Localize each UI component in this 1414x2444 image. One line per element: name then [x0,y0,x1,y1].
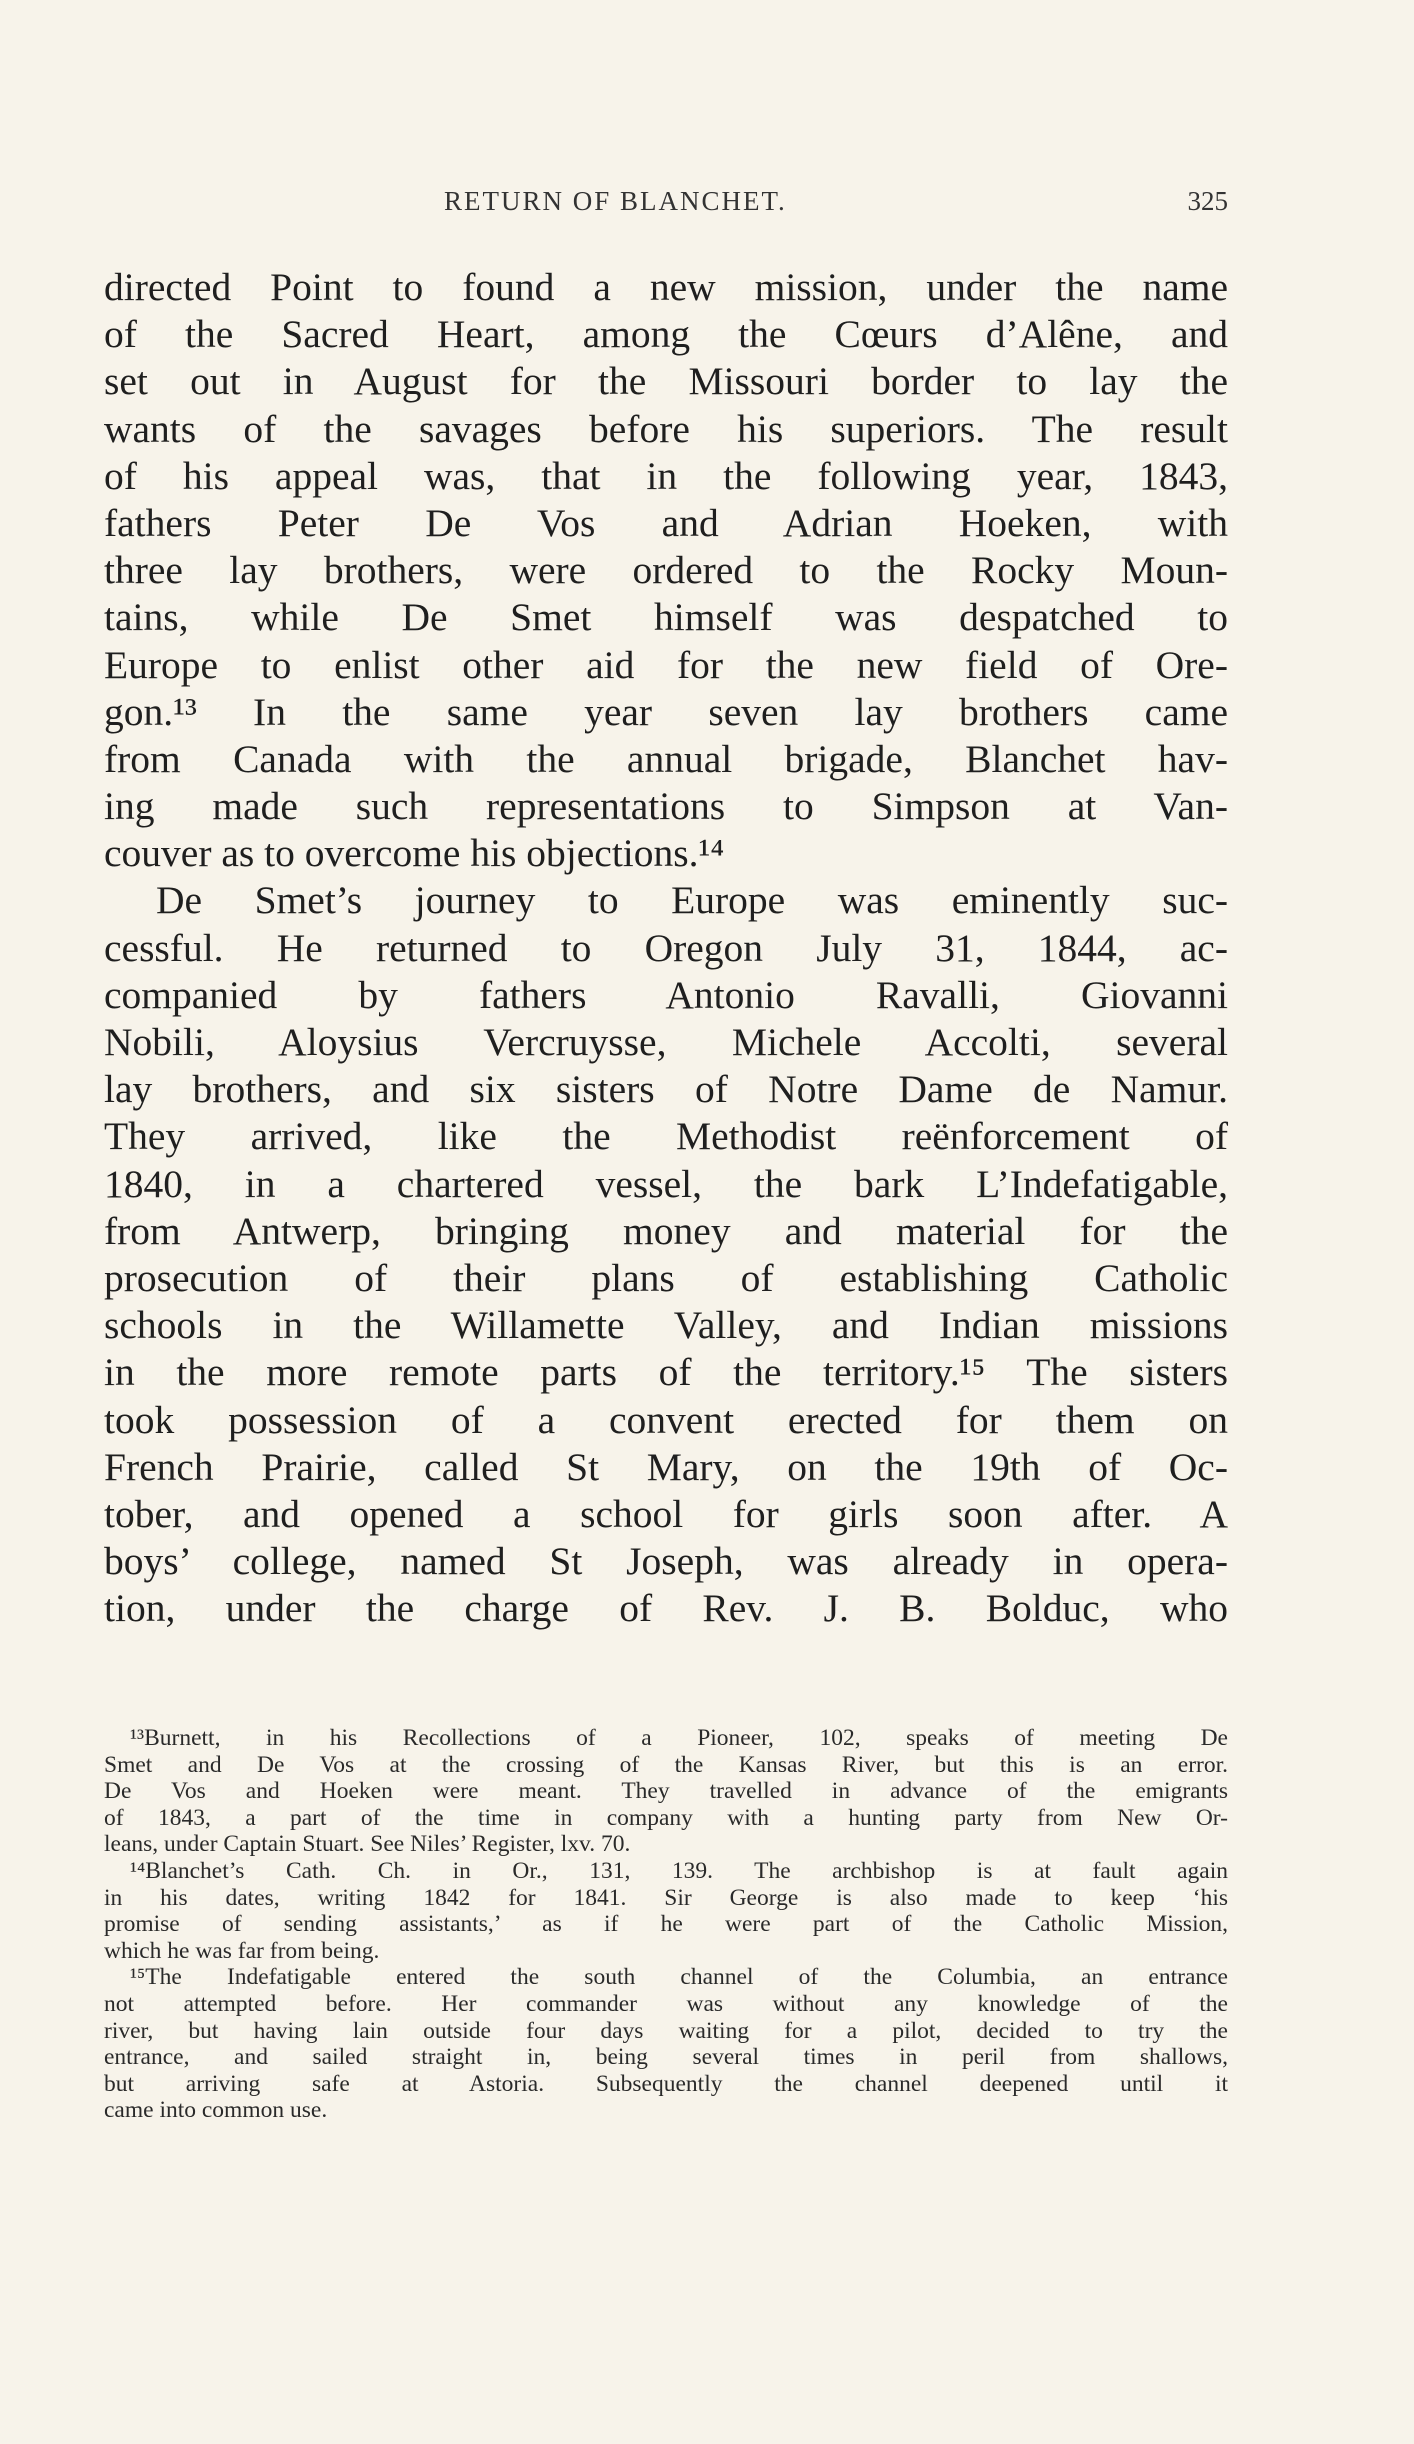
footnotes [104,1725,1228,2124]
text-line: three lay brothers, were ordered to the Rocky Moun- [104,548,1228,593]
page-header [104,186,1228,226]
text-line: tains, while De Smet himself was despatched to [104,595,1228,640]
page-number: 325 [1187,186,1228,216]
text-line: from Canada with the annual brigade, Blanchet hav- [104,736,1228,781]
footnote-line: leans, under Captain Stuart. See Niles’ Register, lxv. 70. [104,1831,631,1858]
text-line: lay brothers, and six sisters of Notre Dame de Namur. [104,1067,1228,1112]
footnote-line: entrance, and sailed straight in, being several times in peril from shallows, [104,2044,1228,2071]
text-line: in the more remote parts of the territory.¹⁵ The sisters [104,1350,1228,1395]
text-line: couver as to overcome his objections.¹⁴ [104,831,725,876]
text-line: set out in August for the Missouri border to lay the [104,359,1228,404]
footnote-line: ¹⁵The Indefatigable entered the south channel of the Columbia, an entrance [130,1964,1228,1991]
footnote-line: not attempted before. Her commander was without any knowledge of the [104,1990,1228,2017]
text-line: fathers Peter De Vos and Adrian Hoeken, with [104,500,1228,545]
footnote-line: which he was far from being. [104,1937,380,1964]
text-line: tober, and opened a school for girls soon after. A [104,1491,1228,1536]
text-line: schools in the Willamette Valley, and Indian missions [104,1303,1228,1348]
text-line: boys’ college, named St Joseph, was already in opera- [104,1539,1228,1584]
text-line: gon.¹³ In the same year seven lay brothers came [104,689,1228,734]
footnote-line: ¹⁴Blanchet’s Cath. Ch. in Or., 131, 139. The archbishop is at fault again [130,1857,1228,1884]
text-line: wants of the savages before his superiors. The result [104,406,1228,451]
footnote-line: river, but having lain outside four days waiting for a pilot, decided to try the [104,2017,1228,2044]
footnote-line: came into common use. [104,2097,328,2124]
text-line: cessful. He returned to Oregon July 31, 1844, ac- [104,925,1228,970]
text-line: of the Sacred Heart, among the Cœurs d’Alêne, and [104,312,1228,357]
text-line: took possession of a convent erected for them on [104,1397,1228,1442]
text-line: from Antwerp, bringing money and material for the [104,1208,1228,1253]
footnote-line: promise of sending assistants,’ as if he were part of the Catholic Mission, [104,1911,1228,1938]
main-text [104,264,1228,1632]
text-line: of his appeal was, that in the following year, 1843, [104,453,1228,498]
footnote-line: of 1843, a part of the time in company with a hunting party from New Or- [104,1804,1228,1831]
text-line: companied by fathers Antonio Ravalli, Giovanni [104,972,1228,1017]
text-line: tion, under the charge of Rev. J. B. Bolduc, who [104,1586,1228,1631]
footnote-line: in his dates, writing 1842 for 1841. Sir George is also made to keep ‘his [104,1884,1228,1911]
running-head: RETURN OF BLANCHET. [444,186,787,216]
text-line: directed Point to found a new mission, under the name [104,265,1228,309]
text-line: French Prairie, called St Mary, on the 19th of Oc- [104,1444,1228,1489]
footnote-line: ¹³Burnett, in his Recollections of a Pioneer, 102, speaks of meeting De [130,1725,1228,1751]
text-line: Nobili, Aloysius Vercruysse, Michele Accolti, several [104,1020,1228,1064]
text-line: ing made such representations to Simpson at Van- [104,784,1228,829]
text-line: Europe to enlist other aid for the new field of Ore- [104,642,1228,687]
footnote-line: Smet and De Vos at the crossing of the Kansas River, but this is an error. [104,1751,1228,1778]
text-line: prosecution of their plans of establishing Catholic [104,1255,1228,1300]
footnote-line: but arriving safe at Astoria. Subsequently the channel deepened until it [104,2070,1228,2097]
text-line: 1840, in a chartered vessel, the bark L’Indefatigable, [104,1161,1228,1206]
text-line: De Smet’s journey to Europe was eminently suc- [156,878,1228,923]
text-line: They arrived, like the Methodist reënforcement of [104,1114,1228,1159]
footnote-line: De Vos and Hoeken were meant. They travelled in advance of the emigrants [104,1778,1228,1805]
